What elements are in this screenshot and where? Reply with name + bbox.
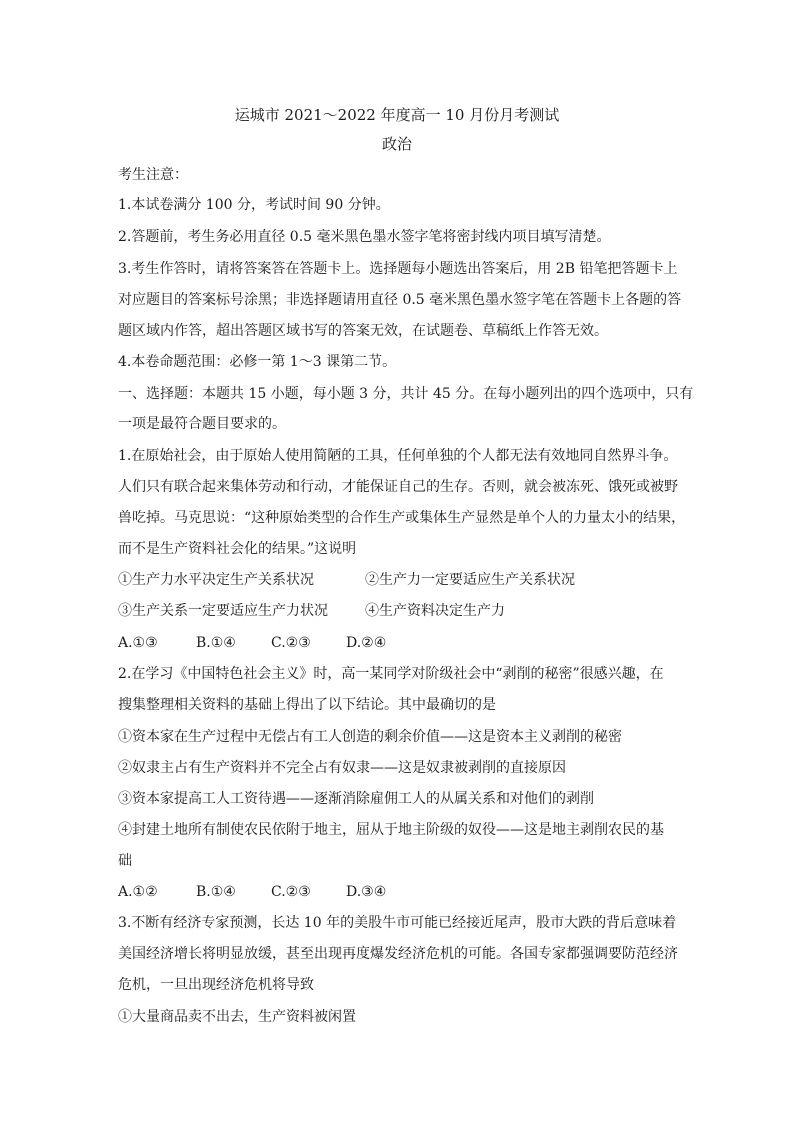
q1-statement: ①生产力水平决定生产关系状况 bbox=[118, 572, 314, 588]
notice-item: 题区域内作答，超出答题区域书写的答案无效，在试题卷、草稿纸上作答无效。 bbox=[118, 323, 608, 339]
q2-choice-c: C.②③ bbox=[271, 884, 311, 900]
notice-item: 3.考生作答时，请将答案答在答题卡上。选择题每小题选出答案后，用 2B 铅笔把答题卡上 bbox=[118, 261, 678, 277]
notice-item: 2.答题前，考生务必用直径 0.5 毫米黑色墨水签字笔将密封线内项目填写清楚。 bbox=[118, 229, 611, 245]
q2-statement: ④封建土地所有制使农民依附于地主，屈从于地主阶级的奴役——这是地主剥削农民的基 bbox=[118, 822, 664, 838]
q2-stem: 2.在学习《中国特色社会主义》时，高一某同学对阶级社会中“剥削的秘密”很感兴趣，在 bbox=[118, 666, 664, 682]
section-heading: 一项是最符合题目要求的。 bbox=[118, 416, 286, 432]
q2-statement: ①资本家在生产过程中无偿占有工人创造的剩余价值——这是资本主义剥削的秘密 bbox=[118, 729, 622, 745]
q2-choice-d: D.③④ bbox=[346, 884, 387, 900]
q1-choice-a: A.①③ bbox=[118, 635, 158, 651]
q1-choice-d: D.②④ bbox=[346, 635, 387, 651]
section-heading: 一、选择题：本题共 15 小题，每小题 3 分，共计 45 分。在每小题列出的四个选项中，只有 bbox=[118, 386, 694, 402]
q1-stem: 而不是生产资料社会化的结果。”这说明 bbox=[118, 541, 357, 557]
notice-item: 1.本试卷满分 100 分，考试时间 90 分钟。 bbox=[118, 197, 390, 213]
subject-title: 政治 bbox=[381, 135, 412, 153]
q1-stem: 人们只有联合起来集体劳动和行动，才能保证自己的生存。否则，就会被冻死、饿死或被野 bbox=[118, 479, 678, 495]
q2-statement: ③资本家提高工人工资待遇——逐渐消除雇佣工人的从属关系和对他们的剥削 bbox=[118, 791, 594, 807]
exam-title: 运城市 2021～2022 年度高一 10 月份月考测试 bbox=[234, 106, 560, 124]
q1-statement: ④生产资料决定生产力 bbox=[365, 603, 505, 619]
q1-stem: 兽吃掉。马克思说：“这种原始类型的合作生产或集体生产显然是单个人的力量太小的结果， bbox=[118, 510, 686, 526]
notice-item: 对应题目的答案标号涂黑；非选择题请用直径 0.5 毫米黑色墨水签字笔在答题卡上各题的答 bbox=[118, 292, 682, 308]
q2-stem: 搜集整理相关资料的基础上得出了以下结论。其中最确切的是 bbox=[118, 697, 496, 713]
q2-choice-b: B.①④ bbox=[196, 884, 236, 900]
q3-stem: 美国经济增长将明显放缓，甚至出现再度爆发经济危机的可能。各国专家都强调要防范经济 bbox=[118, 946, 678, 962]
q1-choice-c: C.②③ bbox=[271, 635, 311, 651]
q1-statement: ③生产关系一定要适应生产力状况 bbox=[118, 603, 328, 619]
q1-choice-b: B.①④ bbox=[196, 635, 236, 651]
q2-statement: 础 bbox=[118, 853, 132, 869]
q1-stem: 1.在原始社会，由于原始人使用简陋的工具，任何单独的个人都无法有效地同自然界斗争。 bbox=[118, 448, 678, 464]
q3-stem: 危机，一旦出现经济危机将导致 bbox=[118, 977, 314, 993]
notice-heading: 考生注意： bbox=[118, 167, 188, 183]
q3-statement: ①大量商品卖不出去，生产资料被闲置 bbox=[118, 1009, 356, 1025]
q3-stem: 3.不断有经济专家预测，长达 10 年的美股牛市可能已经接近尾声，股市大跌的背后意味着 bbox=[118, 915, 677, 931]
notice-item: 4.本卷命题范围：必修一第 1～3 课第二节。 bbox=[118, 354, 397, 370]
q1-statement: ②生产力一定要适应生产关系状况 bbox=[365, 572, 575, 588]
q2-statement: ②奴隶主占有生产资料并不完全占有奴隶——这是奴隶被剥削的直接原因 bbox=[118, 760, 566, 776]
q2-choice-a: A.①② bbox=[118, 884, 158, 900]
